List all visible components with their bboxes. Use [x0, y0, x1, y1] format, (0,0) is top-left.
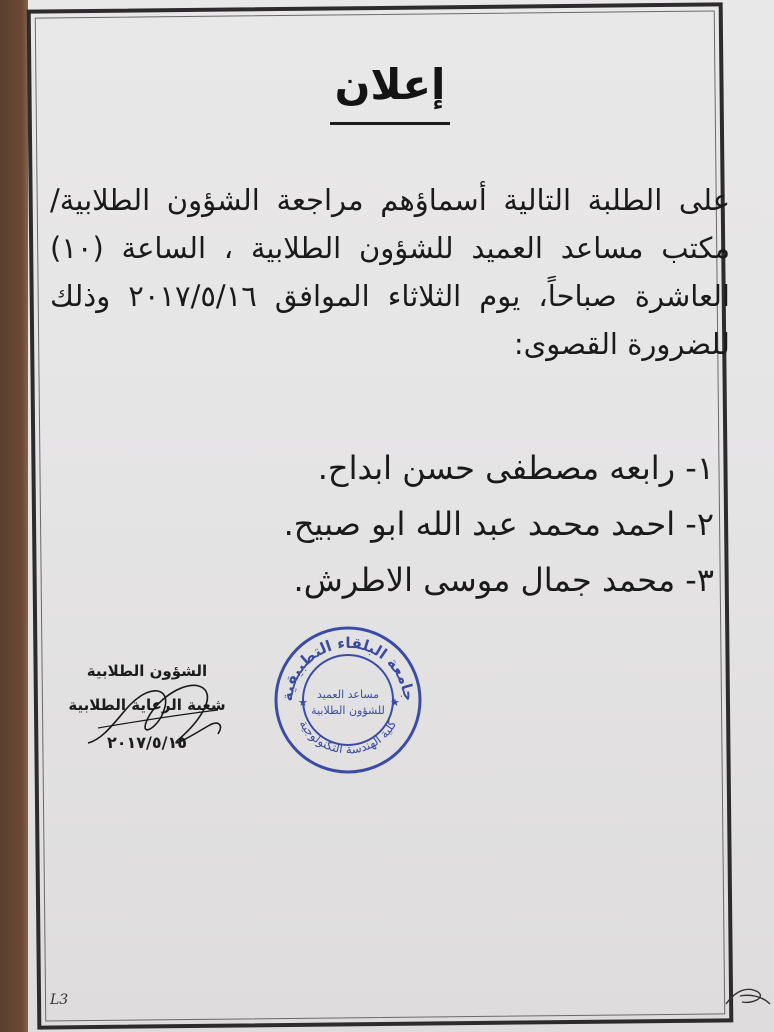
stamp-inner-line2: للشؤون الطلابية [311, 704, 385, 717]
student-names-list [194, 440, 714, 608]
svg-text:★: ★ [390, 696, 400, 709]
handwritten-signature [78, 668, 228, 758]
stamp-inner-line1: مساعد العميد [316, 688, 380, 701]
section-name: شعبة الرعاية الطلابية [68, 696, 226, 714]
university-stamp [270, 622, 426, 778]
signature-date: ٢٠١٧/٥/١٥ [106, 733, 188, 752]
list-item: ٢- احمد محمد عبد الله ابو صبيح. [283, 505, 714, 543]
svg-text:كلية الهندسة التكنولوجية: كلية الهندسة التكنولوجية [296, 717, 400, 757]
department-name: الشؤون الطلابية [86, 662, 208, 680]
list-item: ١- رابعه مصطفى حسن ابداح. [317, 449, 714, 487]
announcement-title: إعلان [334, 60, 446, 109]
corner-scribble [722, 974, 774, 1014]
title-underline [330, 122, 450, 125]
svg-text:جامعة البلقاء التطبيقية: جامعة البلقاء التطبيقية [277, 633, 419, 703]
list-item: ٣- محمد جمال موسى الاطرش. [293, 561, 714, 599]
paragraph-text: على الطلبة التالية أسماؤهم مراجعة الشؤون الطلابية/ مكتب مساعد العميد للشؤون الطلابية ، الساعة (١٠) العاشرة صباحاً، يوم الثلاثاء الموافق ٢٠١٧/٥/١٦ وذلك للضرورة القصوى: [50, 183, 730, 361]
corner-mark: L3 [50, 992, 69, 1008]
announcement-paragraph [50, 176, 730, 368]
svg-text:★: ★ [298, 696, 308, 709]
